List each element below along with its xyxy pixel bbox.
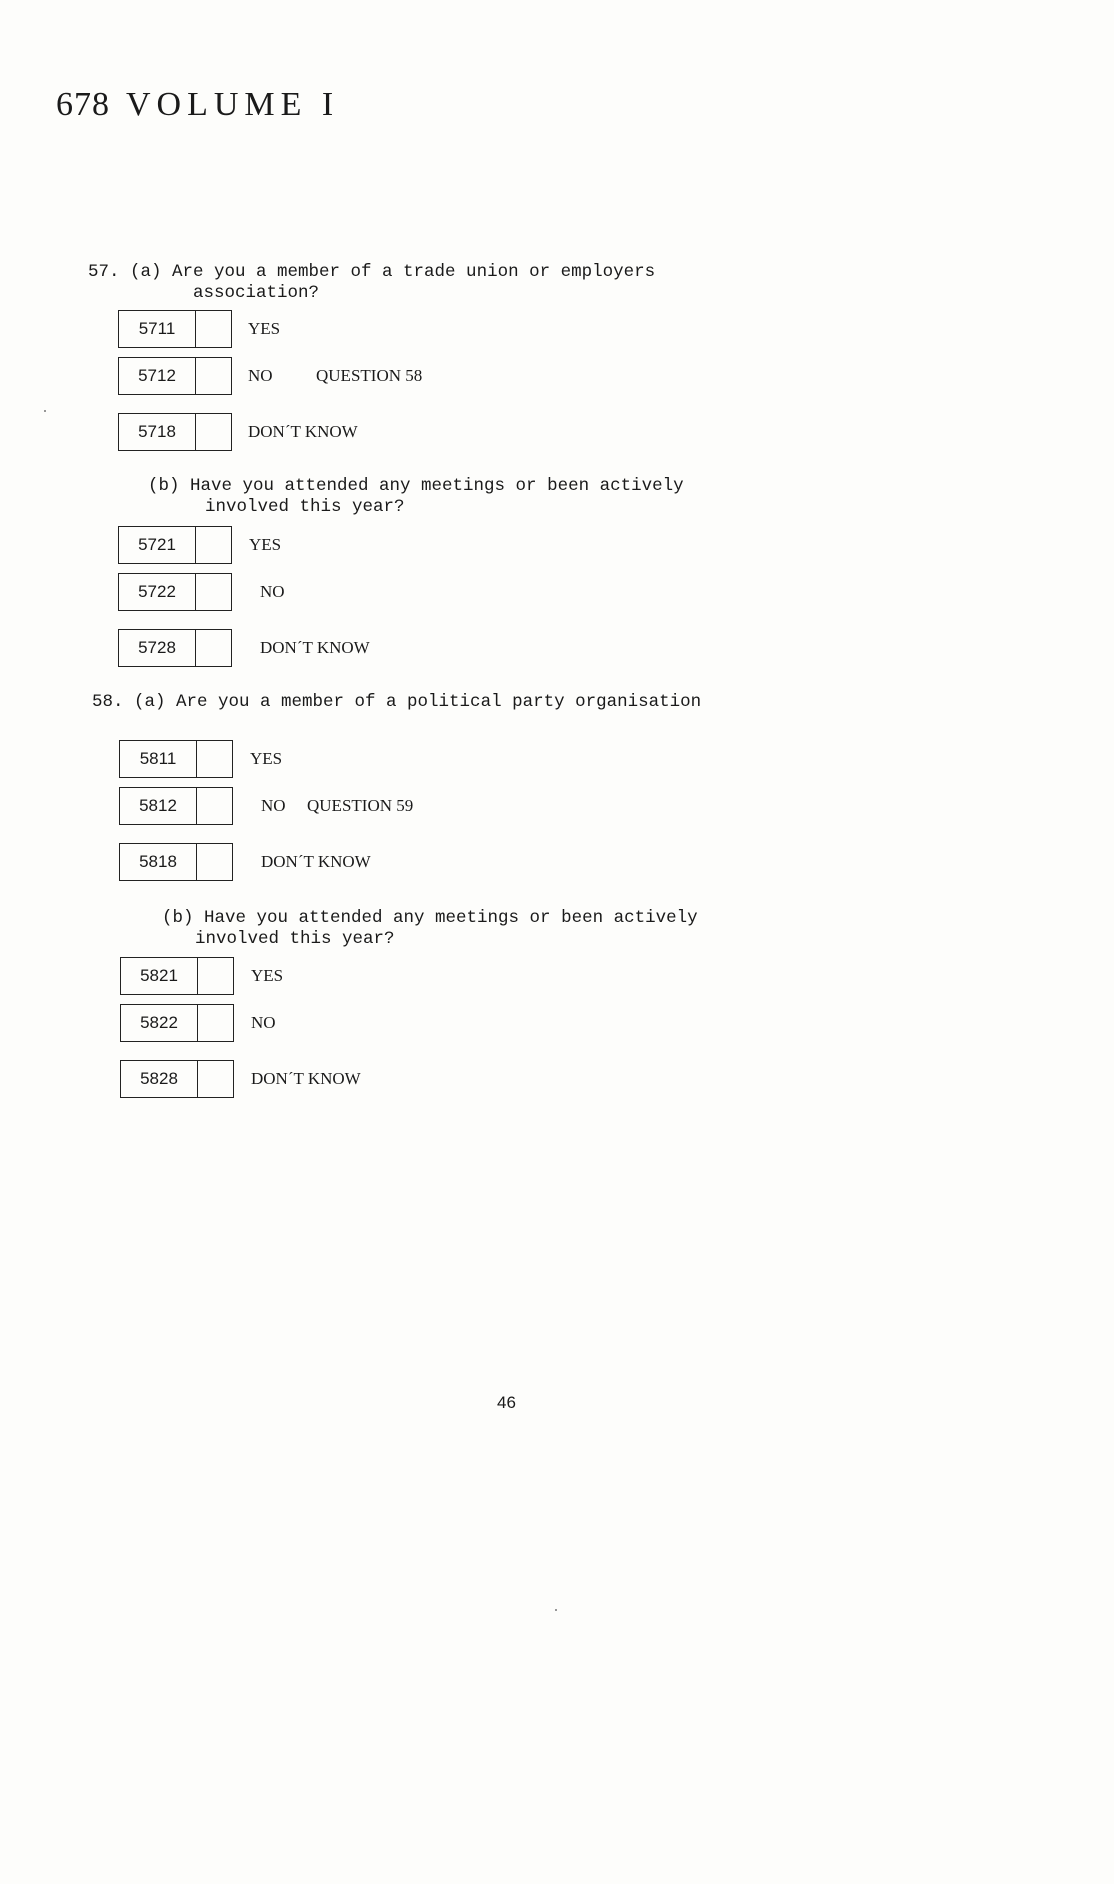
code-box: 5718 (118, 413, 196, 451)
answer-checkbox[interactable] (196, 629, 232, 667)
answer-checkbox[interactable] (196, 526, 232, 564)
answer-checkbox[interactable] (196, 573, 232, 611)
code-box: 5712 (118, 357, 196, 395)
answer-checkbox[interactable] (198, 1004, 234, 1042)
option-label: NO (261, 796, 286, 815)
option-label: YES (250, 749, 283, 768)
option-label: YES (248, 319, 281, 338)
answer-checkbox[interactable] (197, 843, 233, 881)
code-box: 5711 (118, 310, 196, 348)
answer-checkbox[interactable] (196, 310, 232, 348)
option-label: DON´T KNOW (261, 852, 371, 871)
question-57a-line2: association? (193, 283, 320, 303)
question-58b-line2: involved this year? (195, 929, 395, 949)
question-58a-line1: 58. (a) Are you a member of a political party organisation (92, 692, 702, 712)
page-header (56, 86, 339, 124)
question-57b-line2: involved this year? (205, 497, 405, 517)
scan-speck (44, 410, 46, 412)
option-label: DON´T KNOW (260, 638, 370, 657)
option-label: NO (248, 366, 273, 385)
option-label: NO (260, 582, 285, 601)
code-box: 5721 (118, 526, 196, 564)
option-label: YES (251, 966, 284, 985)
volume-title: VOLUME I (126, 86, 340, 123)
question-58b-line1: (b) Have you attended any meetings or been actively (162, 908, 698, 928)
option-label: YES (249, 535, 282, 554)
code-box: 5728 (118, 629, 196, 667)
page-number-footer: 46 (497, 1393, 516, 1412)
answer-checkbox[interactable] (196, 357, 232, 395)
code-box: 5821 (120, 957, 198, 995)
code-box: 5812 (119, 787, 197, 825)
answer-checkbox[interactable] (198, 1060, 234, 1098)
code-box: 5811 (119, 740, 197, 778)
answer-checkbox[interactable] (196, 413, 232, 451)
answer-checkbox[interactable] (198, 957, 234, 995)
page-number-header: 678 (56, 86, 110, 123)
answer-checkbox[interactable] (197, 787, 233, 825)
question-57b-line1: (b) Have you attended any meetings or been actively (148, 476, 684, 496)
option-label: DON´T KNOW (251, 1069, 361, 1088)
code-box: 5828 (120, 1060, 198, 1098)
skip-instruction: QUESTION 58 (316, 366, 423, 385)
code-box: 5722 (118, 573, 196, 611)
skip-instruction: QUESTION 59 (307, 796, 414, 815)
question-57a-line1: 57. (a) Are you a member of a trade union or employers (88, 262, 656, 282)
code-box: 5822 (120, 1004, 198, 1042)
code-box: 5818 (119, 843, 197, 881)
scan-speck (555, 1609, 557, 1611)
answer-checkbox[interactable] (197, 740, 233, 778)
option-label: NO (251, 1013, 276, 1032)
option-label: DON´T KNOW (248, 422, 358, 441)
